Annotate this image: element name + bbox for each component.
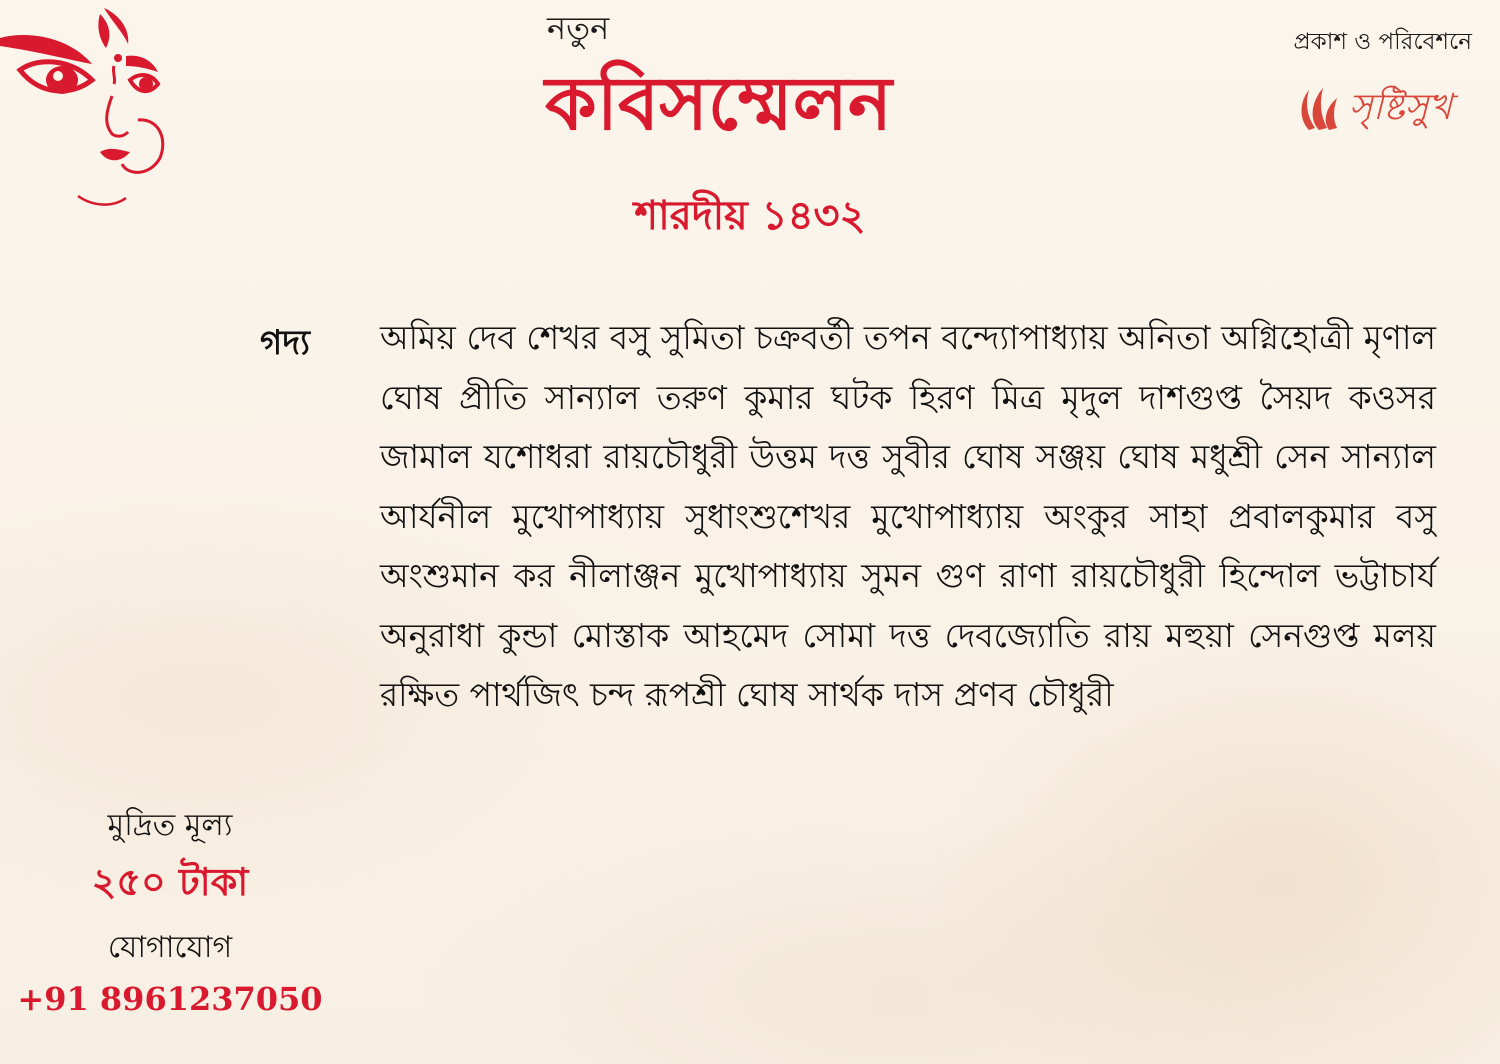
book-title: কবিসম্মেলন <box>545 61 893 147</box>
flame-leaf-icon <box>1295 82 1343 134</box>
publisher-name: সৃষ্টিসুখ <box>1348 87 1452 128</box>
author-list: অমিয় দেব শেখর বসু সুমিতা চক্রবর্তী তপন বন্দ্যোপাধ্যায় অনিতা অগ্নিহোত্রী মৃণাল ঘোষ প্রীতি সান্যাল তরুণ কুমার ঘটক হিরণ মিত্র মৃদুল দাশগুপ্ত সৈয়দ কওসর জামাল যশোধরা রায়চৌধুরী উত্তম দত্ত সুবীর ঘোষ সঞ্জয় ঘোষ মধুশ্রী সেন সান্যাল আর্যনীল মুখোপাধ্যায় সুধাংশুশেখর মুখোপাধ্যায় অংকুর সাহা প্রবালকুমার বসু অংশুমান কর নীলাঞ্জন মুখোপাধ্যায় সুমন গুণ রাণা রায়চৌধুরী হিন্দোল ভট্টাচার্য অনুরাধা কুন্ডা মোস্তাক আহমেদ সোমা দত্ত দেবজ্যোতি রায় মহুয়া সেনগুপ্ত মলয় রক্ষিত পার্থজিৎ চন্দ রূপশ্রী ঘোষ সার্থক দাস প্রণব চৌধুরী <box>380 318 1436 714</box>
publisher-logo <box>1295 78 1452 138</box>
price-value: ২৫০ টাকা <box>91 860 249 904</box>
price-contact-block <box>0 800 340 1040</box>
title-prefix: নতুন <box>547 9 610 47</box>
contact-label: যোগাযোগ <box>107 930 233 965</box>
price-label: মুদ্রিত মূল্য <box>107 808 233 843</box>
section-label-prose: গদ্য <box>260 323 311 363</box>
publisher-block <box>1172 24 1472 144</box>
contact-phone: +91 8961237050 <box>17 980 323 1018</box>
edition-label: শারদীয় ১৪৩২ <box>634 193 866 239</box>
publisher-caption: প্রকাশ ও পরিবেশনে <box>1293 29 1472 55</box>
